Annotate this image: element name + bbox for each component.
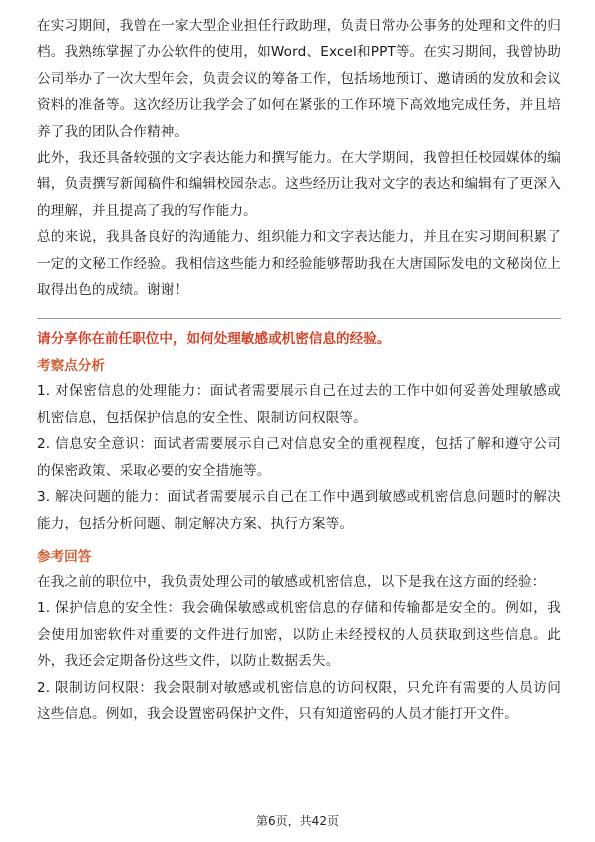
analysis-item: 3. 解决问题的能力：面试者需要展示自己在工作中遇到敏感或机密信息问题时的解决能力，包括分析问题、制定解决方案、执行方案等。 [37,489,561,532]
question-title: 请分享你在前任职位中，如何处理敏感或机密信息的经验。 [37,331,391,348]
intro-paragraph: 在实习期间，我曾在一家大型企业担任行政助理，负责日常办公事务的处理和文件的归档。我熟练掌握了办公软件的使用，如Word、Excel和PPT等。在实习期间，我曾协助公司举办了一次大型年会，负责会议的筹备工作，包括场地预订、邀请函的发放和会议资料的准备等。这次经历让我学会了如何在紧张的工作环境下高效地完成任务，并且培养了我的团队合作精神。 [37,18,561,140]
answer-item: 在我之前的职位中，我负责处理公司的敏感或机密信息，以下是我在这方面的经验： [37,573,546,590]
answer-item: 1. 保护信息的安全性：我会确保敏感或机密信息的存储和传输都是安全的。例如，我会使用加密软件对重要的文件进行加密，以防止未经授权的人员获取到这些信息。此外，我还会定期备份这些文件，以防止数据丢失。 [37,600,561,670]
page-content [37,13,561,727]
analysis-heading: 考察点分析 [37,358,105,375]
intro-paragraph: 此外，我还具备较强的文字表达能力和撰写能力。在大学期间，我曾担任校园媒体的编辑，负责撰写新闻稿件和编辑校园杂志。这些经历让我对文字的表达和编辑有了更深入的理解，并且提高了我的写作能力。 [37,150,561,219]
analysis-item: 1. 对保密信息的处理能力：面试者需要展示自己在过去的工作中如何妥善处理敏感或机密信息，包括保护信息的安全性、限制访问权限等。 [37,383,561,426]
answer-heading: 参考回答 [37,548,92,565]
intro-paragraph: 总的来说，我具备良好的沟通能力、组织能力和文字表达能力，并且在实习期间积累了一定的文秘工作经验。我相信这些能力和经验能够帮助我在大唐国际发电的文秘岗位上取得出色的成绩。谢谢！ [37,229,561,299]
answer-item: 2. 限制访问权限：我会限制对敏感或机密信息的访问权限，只允许有需要的人员访问这些信息。例如，我会设置密码保护文件，只有知道密码的人员才能打开文件。 [37,679,561,722]
analysis-item: 2. 信息安全意识：面试者需要展示自己对信息安全的重视程度，包括了解和遵守公司的保密政策、采取必要的安全措施等。 [37,436,561,479]
page-number: 第6页，共42页 [256,814,339,828]
section-divider [37,318,561,319]
